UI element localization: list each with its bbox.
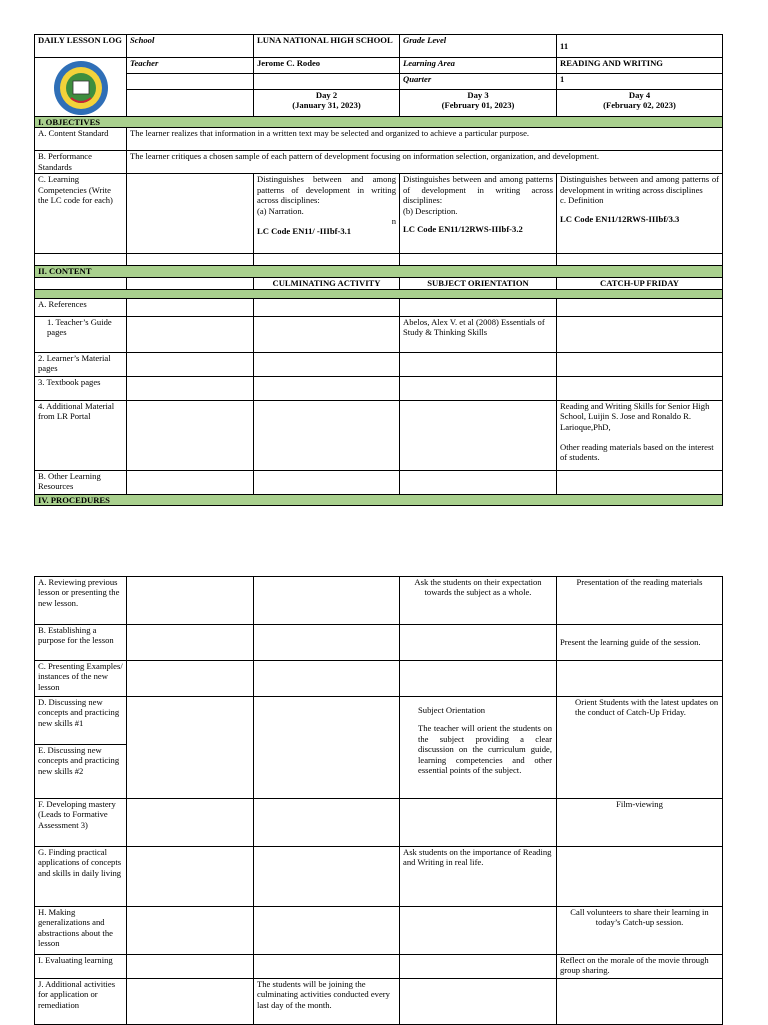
performance-standard-label: B. Performance Standards <box>35 151 127 174</box>
proc-e-label: E. Discussing new concepts and practicing new skills #2 <box>35 745 127 799</box>
teacher-name: Jerome C. Rodeo <box>254 58 400 74</box>
competency-day4: Distinguishes between and among patterns of development in writing across disciplines c. Definition LC Code EN11/12RWS-IIIbf/3.3 <box>557 174 723 254</box>
proc-f-label: F. Developing mastery (Leads to Formative Assessment 3) <box>35 799 127 847</box>
content-day4: CATCH-UP FRIDAY <box>557 277 723 289</box>
lesson-log-table-top <box>34 34 723 506</box>
proc-g-label: G. Finding practical applications of concepts and skills in daily living <box>35 847 127 907</box>
proc-d-label: D. Discussing new concepts and practicing new skills #1 <box>35 697 127 745</box>
proc-b-day4: Present the learning guide of the session. <box>557 625 723 661</box>
lesson-log-table-bottom <box>34 576 723 1025</box>
am-label: 4. Additional Material from LR Portal <box>35 400 127 470</box>
am-day4: Reading and Writing Skills for Senior High School, Luijin S. Jose and Ronaldo R. Larioque,PhD, Other reading materials based on the interest of students. <box>557 400 723 470</box>
proc-h-label: H. Making generalizations and abstractions about the lesson <box>35 907 127 955</box>
proc-g-day3: Ask students on the importance of Reading and Writing in real life. <box>400 847 557 907</box>
log-title: DAILY LESSON LOG <box>35 35 127 58</box>
grade-value: 11 <box>557 35 723 58</box>
proc-h-day4: Call volunteers to share their learning in today’s Catch-up session. <box>557 907 723 955</box>
content-heading: II. CONTENT <box>35 266 723 277</box>
day2-header: Day 2 (January 31, 2023) <box>254 89 400 116</box>
content-day3: SUBJECT ORIENTATION <box>400 277 557 289</box>
proc-j-label: J. Additional activities for application or remediation <box>35 979 127 1025</box>
objectives-heading: I. OBJECTIVES <box>35 117 723 128</box>
area-value: READING AND WRITING <box>557 58 723 74</box>
competencies-label: C. Learning Competencies (Write the LC code for each) <box>35 174 127 254</box>
school-label: School <box>127 35 254 58</box>
proc-a-label: A. Reviewing previous lesson or presenting the new lesson. <box>35 577 127 625</box>
proc-de-day4: Orient Students with the latest updates on the conduct of Catch-Up Friday. <box>557 697 723 799</box>
proc-f-day4: Film-viewing <box>557 799 723 847</box>
lm-label: 2. Learner’s Material pages <box>35 352 127 376</box>
proc-i-label: I. Evaluating learning <box>35 955 127 979</box>
proc-a-day3: Ask the students on their expectation towards the subject as a whole. <box>400 577 557 625</box>
performance-standard-text: The learner critiques a chosen sample of each pattern of development focusing on information selection, organization, and development. <box>127 151 723 174</box>
school-name: LUNA NATIONAL HIGH SCHOOL <box>254 35 400 58</box>
tg-day3: Abelos, Alex V. et al (2008) Essentials of Study & Thinking Skills <box>400 316 557 352</box>
area-label: Learning Area <box>400 58 557 74</box>
content-standard-label: A. Content Standard <box>35 128 127 151</box>
competency-day3: Distinguishes between and among patterns of development in writing across disciplines: (b) Description. LC Code EN11/12RWS-IIIbf-3.2 <box>400 174 557 254</box>
section-divider <box>35 289 723 298</box>
proc-i-day4: Reflect on the morale of the movie through group sharing. <box>557 955 723 979</box>
school-seal-icon <box>53 60 109 116</box>
proc-b-label: B. Establishing a purpose for the lesson <box>35 625 127 661</box>
content-day2: CULMINATING ACTIVITY <box>254 277 400 289</box>
proc-a-day4: Presentation of the reading materials <box>557 577 723 625</box>
references-label: A. References <box>35 298 127 316</box>
day4-header: Day 4 (February 02, 2023) <box>557 89 723 116</box>
day3-header: Day 3 (February 01, 2023) <box>400 89 557 116</box>
quarter-label: Quarter <box>400 73 557 89</box>
content-standard-text: The learner realizes that information in a written text may be selected and organized to achieve a particular purpose. <box>127 128 723 151</box>
quarter-value: 1 <box>557 73 723 89</box>
grade-label: Grade Level <box>400 35 557 58</box>
competency-day2: Distinguishes between and among patterns of development in writing across disciplines: (a) Narration. n LC Code EN11/ -IIIbf-3.1 <box>254 174 400 254</box>
tb-label: 3. Textbook pages <box>35 376 127 400</box>
logo-cell <box>35 58 127 117</box>
tg-label: 1. Teacher’s Guide pages <box>35 316 127 352</box>
procedures-heading: IV. PROCEDURES <box>35 494 723 505</box>
teacher-label: Teacher <box>127 58 254 74</box>
other-resources-label: B. Other Learning Resources <box>35 470 127 494</box>
proc-j-day2: The students will be joining the culminating activities conducted every last day of the month. <box>254 979 400 1025</box>
proc-de-day3: Subject Orientation The teacher will orient the students on the subject providing a clear discussion on the curriculum guide, learning competencies and other essential points of the subject. <box>400 697 557 799</box>
proc-c-label: C. Presenting Examples/ instances of the new lesson <box>35 661 127 697</box>
